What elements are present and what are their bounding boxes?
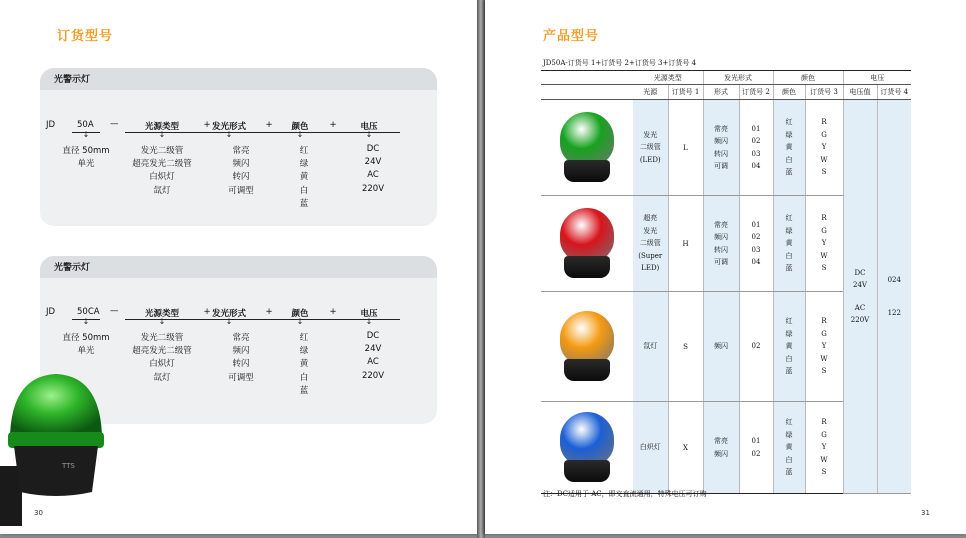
order-code-2: 04 <box>751 258 761 266</box>
sub-header: 电压值 <box>843 85 877 100</box>
light-source-option: 发光二级管 <box>140 333 184 343</box>
product-model-table <box>541 70 911 494</box>
model-prefix: JD <box>46 307 56 317</box>
color-name: 黄 <box>785 143 793 152</box>
sub-header: 颜色 <box>773 85 805 100</box>
color-name: 绿 <box>785 329 793 338</box>
color-name: 蓝 <box>785 264 793 273</box>
color-name: 黄 <box>785 239 793 248</box>
card-heading: 光警示灯 <box>40 256 437 278</box>
voltage-value: AC <box>854 303 866 312</box>
color-name: 蓝 <box>785 468 793 477</box>
order-code-1: L <box>668 100 703 196</box>
sub-header: 光源 <box>633 85 668 100</box>
order-code-3: G <box>821 226 827 235</box>
order-code-3: G <box>821 130 827 139</box>
order-code-2: 02 <box>751 342 761 351</box>
order-code-4: 122 <box>887 308 901 317</box>
left-page-number: 30 <box>34 509 43 517</box>
model-prefix: JD <box>46 120 56 130</box>
formula-header: 颜色 <box>291 122 309 132</box>
light-source-name: 二级管 <box>639 143 661 152</box>
color-name: 蓝 <box>785 168 793 177</box>
voltage-option: 24V <box>364 344 382 355</box>
voltage-option: AC <box>367 357 379 368</box>
lamp-image-cell <box>541 100 633 196</box>
color-name: 绿 <box>785 130 793 139</box>
sub-header: 订货号 3 <box>805 85 843 100</box>
color-option: 白 <box>299 185 309 196</box>
light-source-name: LED) <box>641 264 660 273</box>
voltage-option: AC <box>367 170 379 181</box>
order-code-3: W <box>820 354 828 363</box>
model-number: 50CA <box>77 307 100 317</box>
light-form-option: 常亮 <box>232 146 250 156</box>
down-arrow-icon: ↓ <box>82 317 90 326</box>
light-form-option: 转闪 <box>232 359 250 370</box>
formula-plus: + <box>203 120 211 130</box>
right-page-title: 产品型号 <box>543 29 600 44</box>
beacon-lamp-icon <box>556 110 618 186</box>
color-option: 蓝 <box>299 385 309 396</box>
formula-plus: + <box>329 307 337 317</box>
order-code-3: Y <box>821 239 827 248</box>
light-source-name: (Super <box>638 251 663 260</box>
lamp-image-cell <box>541 196 633 292</box>
green-beacon-lamp-image <box>0 366 110 526</box>
voltage-option: 24V <box>364 157 382 168</box>
formula-plus: + <box>265 307 273 317</box>
order-code-3: S <box>821 468 827 477</box>
left-page-title: 订货型号 <box>57 29 114 44</box>
color-name: 白 <box>785 251 793 260</box>
color-name: 红 <box>785 214 793 223</box>
light-form-option: 频闪 <box>232 346 250 357</box>
color-name: 黄 <box>785 342 793 351</box>
order-code-4: 024 <box>887 276 901 284</box>
color-option: 绿 <box>299 159 309 170</box>
order-code-3: W <box>820 155 828 164</box>
light-source-name: 超亮 <box>643 214 658 223</box>
color-name: 绿 <box>785 226 793 235</box>
order-code-3: R <box>821 418 827 427</box>
order-code-3: W <box>820 455 828 464</box>
order-code-2: 02 <box>751 137 761 145</box>
left-page <box>0 0 477 534</box>
group-header-color: 颜色 <box>773 71 843 85</box>
color-option: 绿 <box>299 346 309 357</box>
options-underline <box>125 132 400 133</box>
light-form-option: 频闪 <box>232 159 250 170</box>
voltage-value: 220V <box>850 316 870 324</box>
voltage-value: DC <box>854 268 866 277</box>
down-arrow-icon: ↓ <box>158 317 166 326</box>
color-name: 红 <box>785 418 793 427</box>
table-footnote: 注：DC适用于 AC，即交直流通用，特殊电压可订购 <box>543 490 707 498</box>
lamp-brand-label: TTS <box>62 462 75 470</box>
color-option: 蓝 <box>299 198 309 209</box>
model-spec: 直径 50mm <box>62 333 110 343</box>
right-page-number: 31 <box>921 509 930 517</box>
order-code-1: H <box>668 196 703 292</box>
order-code-3: G <box>821 430 827 439</box>
light-form: 频闪 <box>714 233 728 241</box>
lamp-image-cell <box>541 402 633 494</box>
voltage-option: DC <box>366 331 380 341</box>
light-form: 频闪 <box>714 137 728 145</box>
light-source-option: 超亮发光二级管 <box>132 159 192 170</box>
down-arrow-icon: ↓ <box>296 317 304 326</box>
order-code-3: S <box>821 168 827 177</box>
color-name: 白 <box>785 354 793 363</box>
order-code-2: 01 <box>751 124 761 133</box>
color-option: 红 <box>299 333 309 343</box>
formula-header: 发光形式 <box>211 122 247 132</box>
light-source-option: 氙灯 <box>153 185 171 196</box>
light-source-option: 白炽灯 <box>149 359 175 370</box>
lamp-image-cell <box>541 292 633 402</box>
formula-header: 发光形式 <box>211 309 247 319</box>
model-spec: 单光 <box>77 159 95 170</box>
color-option: 黄 <box>299 172 309 183</box>
light-source-name: (LED) <box>639 155 661 164</box>
order-code-1: X <box>668 402 703 494</box>
light-source-name: 发光 <box>643 130 658 139</box>
header-blank <box>541 71 633 85</box>
formula-header: 电压 <box>360 122 378 132</box>
order-code-2: 02 <box>751 233 761 241</box>
formula-plus: + <box>203 307 211 317</box>
order-code-2: 03 <box>751 149 761 158</box>
sub-header: 订货号 1 <box>668 85 703 100</box>
down-arrow-icon: ↓ <box>365 130 373 139</box>
order-code-2: 03 <box>751 245 761 254</box>
beacon-lamp-icon <box>556 410 618 486</box>
order-code-2: 02 <box>751 449 761 458</box>
down-arrow-icon: ↓ <box>225 317 233 326</box>
color-name: 白 <box>785 155 793 164</box>
light-form: 转闪 <box>714 245 728 254</box>
options-underline <box>125 319 400 320</box>
order-code-2: 01 <box>751 220 761 229</box>
formula-plus: + <box>265 120 273 130</box>
order-code-2: 04 <box>751 162 761 170</box>
down-arrow-icon: ↓ <box>158 130 166 139</box>
formula-header: 光源类型 <box>144 309 180 319</box>
sub-header: 订货号 2 <box>739 85 773 100</box>
voltage-option: DC <box>366 144 380 154</box>
color-name: 黄 <box>785 443 793 452</box>
light-source-option: 超亮发光二级管 <box>132 346 192 357</box>
model-formula-subtitle: JD50A-订货号 1+订货号 2+订货号 3+订货号 4 <box>543 59 697 67</box>
down-arrow-icon: ↓ <box>225 130 233 139</box>
card-heading: 光警示灯 <box>40 68 437 90</box>
color-name: 白 <box>785 455 793 464</box>
light-form: 频闪 <box>714 449 728 458</box>
sub-header: 形式 <box>703 85 739 100</box>
down-arrow-icon: ↓ <box>82 130 90 139</box>
beacon-lamp-icon <box>556 309 618 385</box>
model-number: 50A <box>77 120 94 130</box>
group-header-light-form: 发光形式 <box>703 71 773 85</box>
table-row <box>541 100 911 196</box>
formula-plus: + <box>329 120 337 130</box>
order-code-3: S <box>821 367 827 376</box>
light-form: 可调 <box>714 162 728 170</box>
order-code-1: S <box>668 292 703 402</box>
color-name: 红 <box>785 317 793 326</box>
group-header-voltage: 电压 <box>843 71 911 85</box>
voltage-option: 220V <box>361 370 385 381</box>
order-code-3: W <box>820 251 828 260</box>
header-blank <box>541 85 633 100</box>
light-form: 常亮 <box>714 437 728 445</box>
color-option: 红 <box>299 146 309 156</box>
order-code-3: Y <box>821 443 827 452</box>
light-source-name: 氙灯 <box>643 342 658 351</box>
light-form-option: 常亮 <box>232 333 250 343</box>
order-code-3: Y <box>821 342 827 351</box>
down-arrow-icon: ↓ <box>365 317 373 326</box>
light-source-option: 发光二级管 <box>140 146 184 156</box>
light-form: 可调 <box>714 258 728 266</box>
order-code-3: S <box>821 264 827 273</box>
formula-header: 光源类型 <box>144 122 180 132</box>
order-code-3: Y <box>821 143 827 152</box>
formula-header: 颜色 <box>291 309 309 319</box>
light-form-option: 可调型 <box>228 372 254 383</box>
color-name: 绿 <box>785 430 793 439</box>
color-name: 红 <box>785 118 793 127</box>
model-spec: 直径 50mm <box>62 146 110 156</box>
down-arrow-icon: ↓ <box>296 130 304 139</box>
model-spec: 单光 <box>77 346 95 357</box>
group-header-light-source: 光源类型 <box>633 71 703 85</box>
light-source-option: 氙灯 <box>153 372 171 383</box>
model-dash: — <box>110 119 119 129</box>
formula-header: 电压 <box>360 309 378 319</box>
color-option: 黄 <box>299 359 309 370</box>
color-name: 蓝 <box>785 367 793 376</box>
order-code-3: G <box>821 329 827 338</box>
light-source-option: 白炽灯 <box>149 172 175 183</box>
voltage-option: 220V <box>361 183 385 194</box>
order-code-3: R <box>821 317 827 326</box>
model-dash: — <box>110 306 119 316</box>
order-code-3: R <box>821 118 827 127</box>
beacon-lamp-icon <box>556 206 618 282</box>
order-code-2: 01 <box>751 437 761 445</box>
light-form-option: 转闪 <box>232 172 250 183</box>
light-form: 常亮 <box>714 124 728 133</box>
order-code-3: R <box>821 214 827 223</box>
light-source-name: 二级管 <box>639 239 661 248</box>
light-form: 转闪 <box>714 149 728 158</box>
light-form: 常亮 <box>714 220 728 229</box>
sub-header: 订货号 4 <box>877 85 911 100</box>
light-source-name: 白炽灯 <box>639 443 661 452</box>
book-gutter <box>477 0 485 538</box>
color-option: 白 <box>299 372 309 383</box>
light-form: 频闪 <box>714 342 728 351</box>
voltage-value: 24V <box>853 281 867 289</box>
light-form-option: 可调型 <box>228 185 254 196</box>
light-source-name: 发光 <box>643 226 658 235</box>
